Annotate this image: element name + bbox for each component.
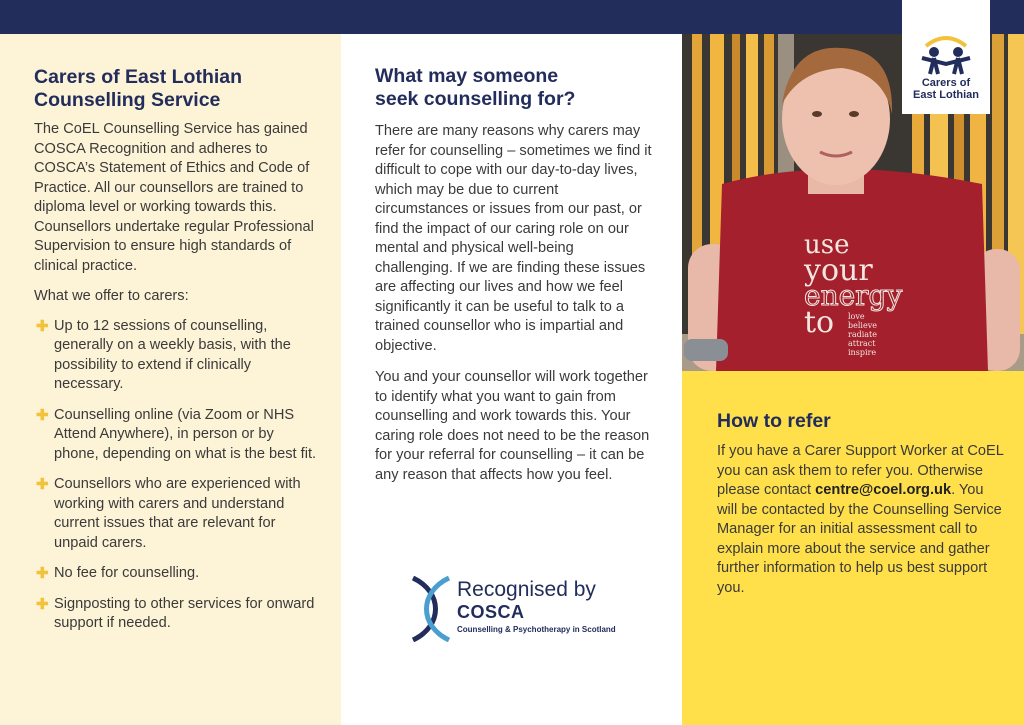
offer-text: Counsellors who are experienced with working with carers and understand current issues that are relevant for unpaid carers. — [54, 476, 301, 551]
cosca-logo — [409, 574, 629, 644]
cosca-name: COSCA — [457, 602, 525, 622]
reasons-title-line1: What may someone — [375, 65, 559, 87]
shirt-word-your: your — [804, 253, 873, 288]
refer-text-after: . You will be contacted by the Counselling Service Manager for an initial assessment call to explain more about the service and gather further information to help us best support you. — [717, 482, 1002, 596]
offers-list — [34, 317, 317, 634]
shirt-small-word: believe — [848, 321, 877, 330]
reasons-paragraph-2: You and your counsellor will work together to identify what you want to gain from counselling and work towards this. Your caring role does not need to be the reason for your referral for counselling – it can be any reason that affects how you feel. — [375, 369, 650, 483]
top-banner — [0, 0, 1024, 34]
list-item — [34, 564, 317, 584]
cosca-recognised-text: Recognised by — [457, 578, 596, 601]
shirt-small-word: inspire — [848, 348, 877, 357]
list-item — [34, 317, 317, 395]
shirt-small-word: attract — [848, 339, 876, 348]
how-to-refer-section — [717, 410, 1007, 598]
plus-icon: ✚ — [36, 406, 49, 424]
list-item — [34, 595, 317, 634]
offer-heading: What we offer to carers: — [34, 288, 189, 304]
carers-east-lothian-logo — [902, 0, 990, 114]
shirt-print — [804, 230, 903, 357]
plus-icon: ✚ — [36, 565, 49, 582]
reasons-title — [375, 65, 654, 111]
contact-email[interactable]: centre@coel.org.uk — [815, 482, 952, 498]
offer-text: Signposting to other services for onward support if needed. — [54, 595, 315, 631]
cosca-emblem-icon — [409, 576, 453, 642]
shirt-word-to: to — [804, 305, 835, 340]
reasons-title-line2: seek counselling for? — [375, 88, 576, 110]
offer-text: No fee for counselling. — [54, 565, 200, 581]
service-title — [34, 66, 317, 112]
reasons-paragraph-1: There are many reasons why carers may refer for counselling – sometimes we find it difficult to cope with our day-to-day lives, which may be due to current circumstances or issues from our past, or find the impact of our caring role on our mental and physical well-being challenging. If we are finding these issues are affecting our lives and how we feel significantly it can be useful to talk to a trained counsellor who is impartial and objective. — [375, 123, 652, 354]
plus-icon: ✚ — [36, 595, 49, 613]
list-item — [34, 406, 317, 465]
plus-icon: ✚ — [36, 476, 49, 493]
shirt-word-energy: energy — [804, 279, 903, 312]
service-title-line1: Carers of East Lothian — [34, 66, 243, 88]
shirt-word-use: use — [804, 230, 850, 260]
logo-wordmark — [902, 77, 990, 101]
offer-text: Up to 12 sessions of counselling, generally on a weekly basis, with the possibility to extend if clinically necessary. — [54, 317, 291, 392]
refer-title: How to refer — [717, 410, 831, 432]
offer-text: Counselling online (via Zoom or NHS Attend Anywhere), in person or by phone, depending on what is the best fit. — [54, 406, 317, 462]
shirt-small-word: love — [848, 312, 865, 321]
logo-line2: East Lothian — [912, 89, 979, 101]
column-refer — [682, 34, 1024, 725]
cosca-tagline: Counselling & Psychotherapy in Scotland — [457, 625, 616, 634]
carers-figures-icon — [902, 0, 990, 80]
refer-text-before: If you have a Carer Support Worker at CoEL you can ask them to refer you. Otherwise please contact — [717, 443, 1004, 498]
logo-line1: Carers of — [921, 77, 971, 89]
service-title-line2: Counselling Service — [34, 89, 221, 111]
shirt-small-word: radiate — [848, 330, 877, 339]
plus-icon: ✚ — [36, 317, 49, 335]
list-item — [34, 475, 317, 553]
refer-paragraph — [717, 442, 1007, 598]
column-reasons — [341, 34, 682, 725]
column-counselling-service — [0, 34, 341, 725]
service-intro: The CoEL Counselling Service has gained COSCA Recognition and adheres to COSCA’s Statement of Ethics and Code of Practice. All our counsellors are trained to diploma level or working towards this. Counsellors undertake regular Professional Supervision to ensure high standards of clinical practice. — [34, 121, 314, 274]
